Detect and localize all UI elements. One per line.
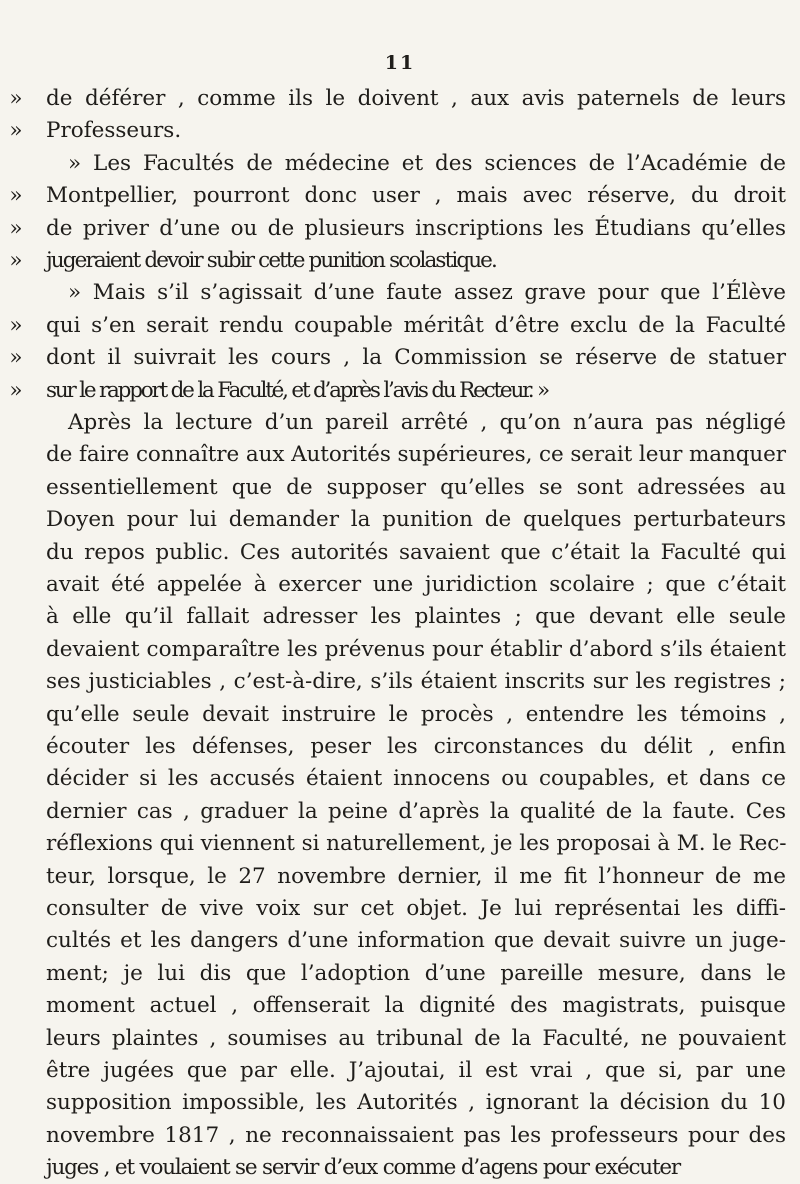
- quote-mark: »: [9, 118, 23, 144]
- line-text: être jugées que par elle. J’ajoutai, il est vrai , que si, par une: [46, 1058, 786, 1083]
- line-text: Professeurs.: [46, 118, 182, 144]
- line-text: ses justiciables , c’est-à-dire, s’ils étaient inscrits sur les registres ;: [46, 669, 786, 695]
- line-text: de priver d’une ou de plusieurs inscriptions les Étudians qu’elles: [46, 215, 786, 241]
- line-text: » Les Facultés de médecine et des sciences de l’Académie de: [68, 150, 786, 176]
- quote-mark: »: [9, 345, 23, 371]
- line-text: moment actuel , offenserait la dignité des magistrats, puisque: [46, 993, 786, 1019]
- line-text: Montpellier, pourront donc user , mais avec réserve, du droit: [46, 183, 786, 209]
- line-text: juges , et voulaient se servir d’eux comme d’agens pour exécuter: [46, 1155, 680, 1181]
- line-text: Après la lecture d’un pareil arrêté , qu’on n’aura pas négligé: [68, 410, 786, 435]
- line-text: » Mais s’il s’agissait d’une faute assez grave pour que l’Élève: [68, 280, 786, 306]
- line-text: ment; je lui dis que l’adoption d’une pareille mesure, dans le: [46, 960, 786, 986]
- line-text: Doyen pour lui demander la punition de quelques perturbateurs: [46, 507, 786, 533]
- line-text: du repos public. Ces autorités savaient que c’était la Faculté qui: [46, 539, 786, 565]
- line-text: supposition impossible, les Autorités , ignorant la décision du 10: [46, 1090, 786, 1116]
- quote-mark: »: [9, 215, 23, 241]
- line-text: cultés et les dangers d’une information que devait suivre un juge-: [46, 928, 786, 954]
- line-text: essentiellement que de supposer qu’elles se sont adressées au: [46, 474, 786, 500]
- line-text: à elle qu’il fallait adresser les plaintes ; que devant elle seule: [46, 604, 786, 630]
- line-text: teur, lorsque, le 27 novembre dernier, il me fit l’honneur de me: [46, 863, 786, 889]
- line-text: novembre 1817 , ne reconnaissaient pas les professeurs pour des: [46, 1122, 786, 1148]
- line-text: dont il suivrait les cours , la Commission se réserve de statuer: [46, 345, 786, 371]
- quote-mark: »: [9, 86, 23, 111]
- line-text: devaient comparaître les prévenus pour établir d’abord s’ils étaient: [46, 636, 786, 662]
- line-text: avait été appelée à exercer une juridiction scolaire ; que c’était: [46, 572, 786, 597]
- quote-mark: »: [9, 377, 23, 403]
- line-text: de déférer , comme ils le doivent , aux avis paternels de leurs: [46, 86, 786, 111]
- line-text: consulter de vive voix sur cet objet. Je lui représentai les diffi-: [46, 896, 786, 921]
- line-text: qu’elle seule devait instruire le procès , entendre les témoins ,: [46, 701, 786, 727]
- quote-mark: »: [9, 248, 23, 273]
- quote-mark: »: [9, 183, 23, 209]
- line-text: décider si les accusés étaient innocens ou coupables, et dans ce: [46, 766, 786, 792]
- line-text: qui s’en serait rendu coupable méritât d’être exclu de la Faculté: [46, 312, 786, 338]
- line-text: dernier cas , graduer la peine d’après la qualité de la faute. Ces: [46, 798, 786, 824]
- page-number: 11: [384, 52, 416, 74]
- line-text: réflexions qui viennent si naturellement, je les proposai à M. le Rec-: [46, 831, 787, 857]
- quote-mark: »: [9, 312, 23, 338]
- line-text: leurs plaintes , soumises au tribunal de la Faculté, ne pouvaient: [46, 1025, 786, 1051]
- line-text: de faire connaître aux Autorités supérieures, ce serait leur manquer: [46, 442, 786, 468]
- line-text: sur le rapport de la Faculté, et d’après l’avis du Recteur. »: [46, 377, 548, 403]
- line-text: jugeraient devoir subir cette punition scolastique.: [46, 248, 496, 273]
- line-text: écouter les défenses, peser les circonstances du délit , enfin: [46, 734, 786, 759]
